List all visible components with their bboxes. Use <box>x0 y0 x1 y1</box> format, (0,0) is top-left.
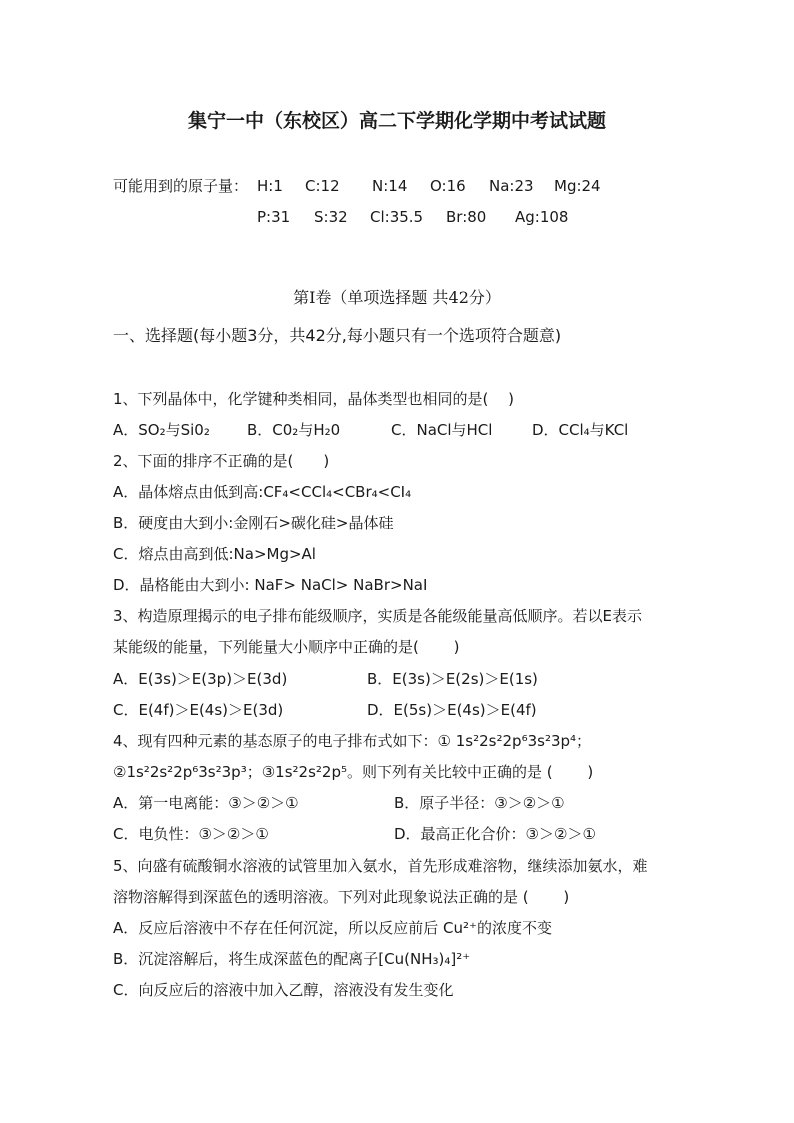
q3-option-d: D．E(5s)＞E(4s)＞E(4f) <box>367 701 537 719</box>
atomic-mass-c: C:12 <box>305 177 340 195</box>
exam-title: 集宁一中（东校区）高二下学期化学期中考试试题 <box>187 110 606 132</box>
q3-option-a: A．E(3s)＞E(3p)＞E(3d) <box>113 670 288 688</box>
q1-option-c: C．NaCl与HCl <box>391 421 493 439</box>
q5-option-c: C．向反应后的溶液中加入乙醇，溶液没有发生变化 <box>113 981 454 999</box>
q1-stem: 1、下列晶体中，化学键种类相同，晶体类型也相同的是( ) <box>113 390 515 408</box>
q5-stem-line1: 5、向盛有硫酸铜水溶液的试管里加入氨水，首先形成难溶物，继续添加氨水，难 <box>113 857 648 875</box>
atomic-mass-mg: Mg:24 <box>554 177 601 195</box>
q3-option-b: B．E(3s)＞E(2s)＞E(1s) <box>367 670 538 688</box>
atomic-mass-br: Br:80 <box>446 208 487 226</box>
atomic-mass-label: 可能用到的原子量： <box>113 177 249 195</box>
part-heading: 一、选择题(每小题3分，共42分,每小题只有一个选项符合题意) <box>113 326 562 345</box>
atomic-mass-s: S:32 <box>314 208 348 226</box>
q1-option-a: A．SO₂与Si0₂ <box>113 421 210 439</box>
q2-option-c: C．熔点由高到低:Na>Mg>Al <box>113 545 316 563</box>
q4-option-b: B．原子半径：③＞②＞① <box>394 794 565 812</box>
atomic-mass-na: Na:23 <box>489 177 534 195</box>
q3-stem-line2: 某能级的能量，下列能量大小顺序中正确的是( ) <box>113 638 460 656</box>
atomic-mass-h: H:1 <box>257 177 283 195</box>
q4-option-d: D．最高正化合价：③＞②＞① <box>394 825 596 843</box>
atomic-mass-cl: Cl:35.5 <box>370 208 424 226</box>
q2-stem: 2、下面的排序不正确的是( ) <box>113 452 330 470</box>
atomic-mass-o: O:16 <box>430 177 466 195</box>
q5-option-b: B．沉淀溶解后，将生成深蓝色的配离子[Cu(NH₃)₄]²⁺ <box>113 950 471 968</box>
q3-option-c: C．E(4f)＞E(4s)＞E(3d) <box>113 701 284 719</box>
q1-option-b: B．C0₂与H₂0 <box>247 421 341 439</box>
q2-option-d: D．晶格能由大到小: NaF> NaCl> NaBr>NaI <box>113 576 428 594</box>
atomic-mass-p: P:31 <box>257 208 291 226</box>
q4-option-c: C．电负性：③＞②＞① <box>113 825 269 843</box>
q4-option-a: A．第一电离能：③＞②＞① <box>113 794 299 812</box>
q2-option-a: A．晶体熔点由低到高:CF₄<CCl₄<CBr₄<CI₄ <box>113 483 412 501</box>
q5-stem-line2: 溶物溶解得到深蓝色的透明溶液。下列对此现象说法正确的是 ( ) <box>113 888 570 906</box>
q5-option-a: A．反应后溶液中不存在任何沉淀，所以反应前后 Cu²⁺的浓度不变 <box>113 919 552 937</box>
atomic-mass-n: N:14 <box>372 177 408 195</box>
section-title: 第Ⅰ卷（单项选择题 共42分） <box>293 288 501 307</box>
atomic-mass-ag: Ag:108 <box>515 208 569 226</box>
q4-stem-line1: 4、现有四种元素的基态原子的电子排布式如下：① 1s²2s²2p⁶3s²3p⁴； <box>113 732 592 750</box>
q3-stem-line1: 3、构造原理揭示的电子排布能级顺序，实质是各能级能量高低顺序。若以E表示 <box>113 607 643 625</box>
q2-option-b: B．硬度由大到小:金刚石>碳化硅>晶体硅 <box>113 514 394 532</box>
q4-stem-line2: ②1s²2s²2p⁶3s²3p³；③1s²2s²2p⁵。则下列有关比较中正确的是 ( ) <box>113 763 594 781</box>
q1-option-d: D．CCl₄与KCl <box>532 421 629 439</box>
